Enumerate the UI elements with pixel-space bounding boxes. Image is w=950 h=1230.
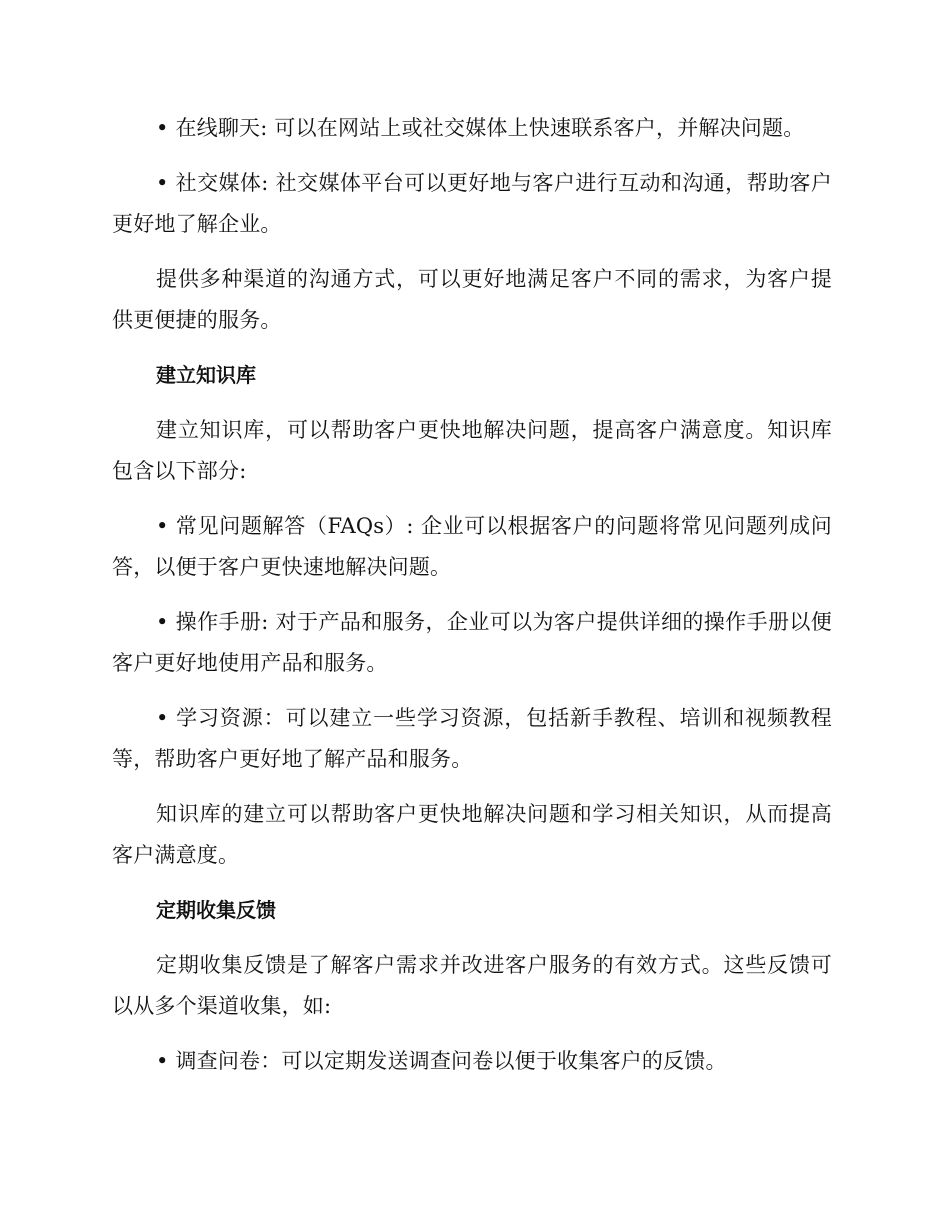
paragraph-knowledge-base-intro: 建立知识库，可以帮助客户更快地解决问题，提高客户满意度。知识库包含以下部分: [112, 418, 832, 483]
bullet-online-chat: • 在线聊天: 可以在网站上或社交媒体上快速联系客户，并解决问题。 [156, 116, 805, 140]
bullet-manual: • 操作手册: 对于产品和服务，企业可以为客户提供详细的操作手册以便客户更好地使用产品和服务。 [112, 610, 832, 675]
heading-knowledge-base: 建立知识库 [156, 363, 256, 387]
bullet-learning-resources: • 学习资源：可以建立一些学习资源，包括新手教程、培训和视频教程等，帮助客户更好地了解产品和服务。 [112, 706, 832, 771]
document-body [112, 108, 832, 1096]
paragraph-channels-summary: 提供多种渠道的沟通方式，可以更好地满足客户不同的需求，为客户提供更便捷的服务。 [112, 267, 832, 332]
bullet-survey: • 调查问卷：可以定期发送调查问卷以便于收集客户的反馈。 [156, 1049, 727, 1073]
bullet-social-media: • 社交媒体: 社交媒体平台可以更好地与客户进行互动和沟通，帮助客户更好地了解企业。 [112, 171, 832, 236]
paragraph-feedback-intro: 定期收集反馈是了解客户需求并改进客户服务的有效方式。这些反馈可以从多个渠道收集，如: [112, 953, 832, 1018]
paragraph-knowledge-base-summary: 知识库的建立可以帮助客户更快地解决问题和学习相关知识，从而提高客户满意度。 [112, 802, 832, 867]
heading-collect-feedback: 定期收集反馈 [156, 898, 276, 922]
bullet-faqs: • 常见问题解答（FAQs）: 企业可以根据客户的问题将常见问题列成问答，以便于客户更快速地解决问题。 [112, 514, 832, 579]
